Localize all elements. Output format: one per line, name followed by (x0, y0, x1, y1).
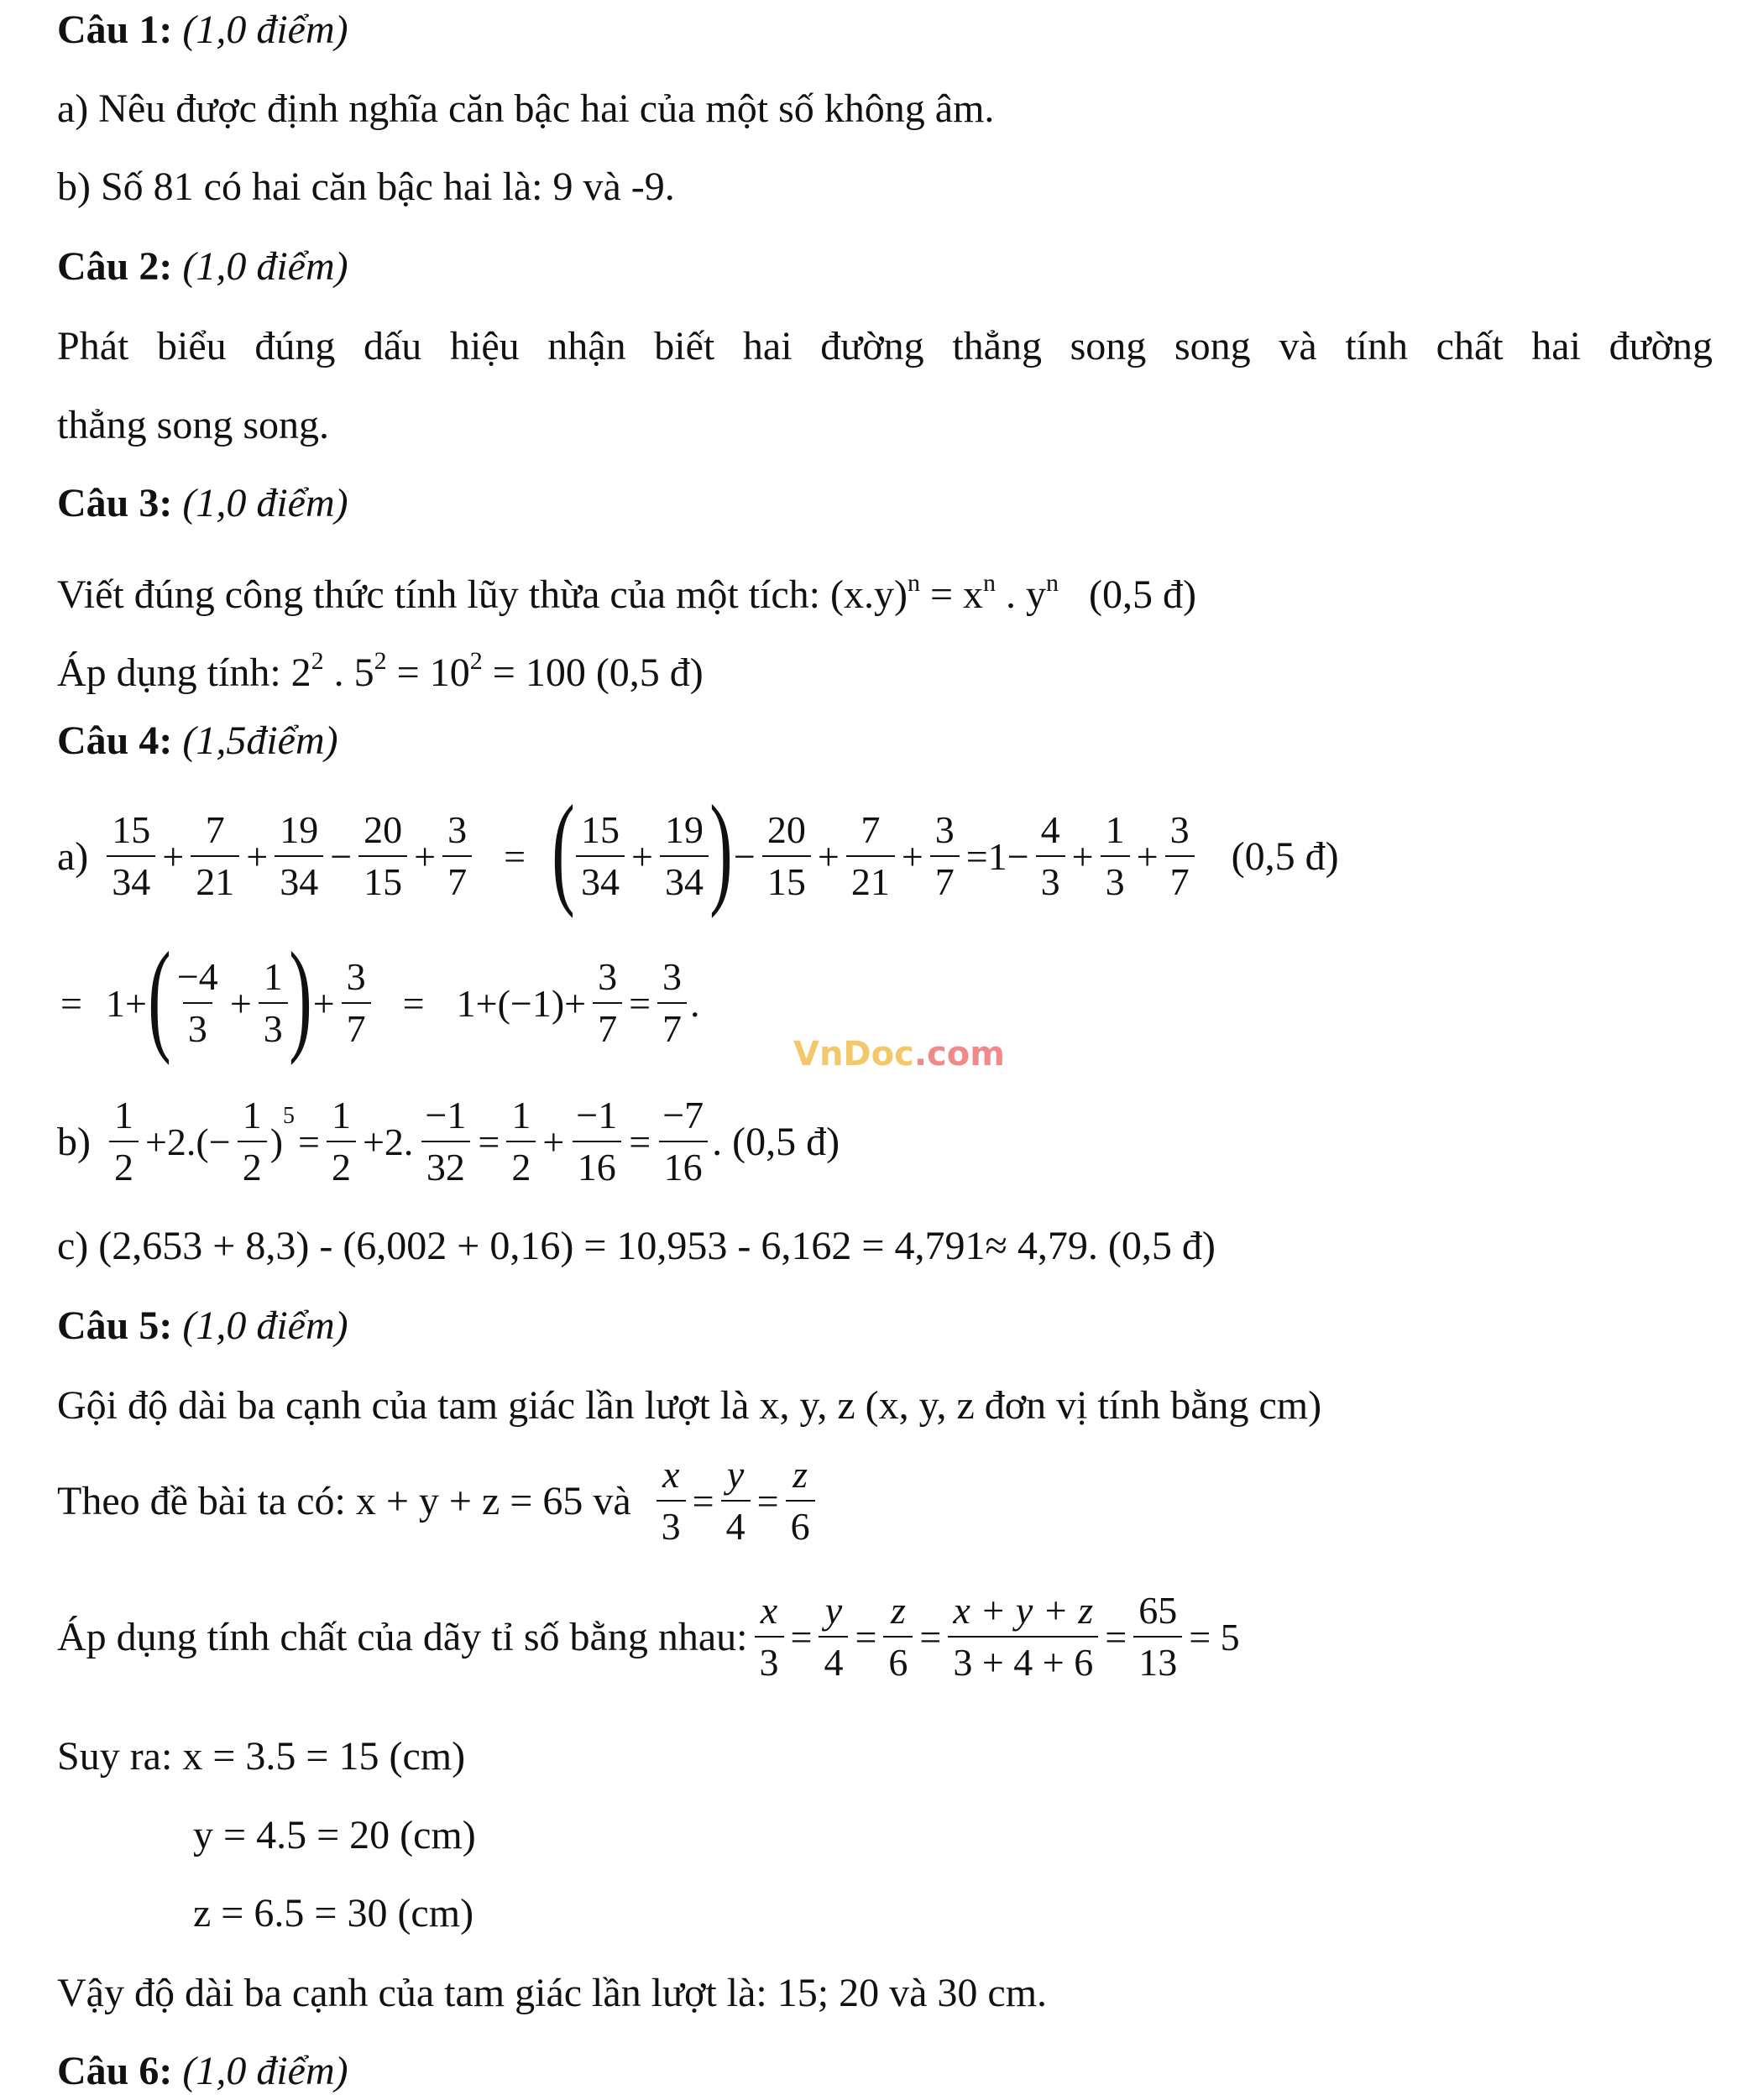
q5-x: Suy ra: x = 3.5 = 15 (cm) (57, 1734, 466, 1779)
q5-ratio: Áp dụng tính chất của dãy tỉ số bằng nhau: $\frac{x}{3}$ = $\frac{y}{4}$ = $\frac{z}{6}$ = $\frac{x + y + z}{3 + 4 + 6}$ = $\frac{65}{13}$ = 5 (57, 1589, 1240, 1684)
q4-heading: Câu 4: (1,5điểm) (57, 718, 338, 763)
q1-b: b) Số 81 có hai căn bậc hai là: 9 và -9. (57, 165, 675, 209)
q5-given: Theo đề bài ta có: x + y + z = 65 và $\frac{x}{3}$ = $\frac{y}{4}$ = $\frac{z}{6}$ (57, 1452, 819, 1549)
q5-heading: Câu 5: (1,0 điểm) (57, 1303, 348, 1348)
q5-conclusion: Vậy độ dài ba cạnh của tam giác lần lượt là: 15; 20 và 30 cm. (57, 1971, 1048, 2015)
q4a-equation: a) 15 34 + $\frac{7}{21}$ + $\frac{19}{34}$ − $\frac{20}{15}$ + $\frac{3}{7}$ = ( 15 34 + $\frac{19}{34}$ ) − $\frac{20}{15}$ + $\frac{7}{21}$ + $\frac{3}{7}$ =1− $\frac{4}{3}$ + $\frac{1}{3}$ + $\frac{3}{7}$ (0,5 đ) (57, 780, 1339, 919)
q4c: c) (2,653 + 8,3) - (6,002 + 0,16) = 10,953 - 6,162 = 4,791≈ 4,79. (0,5 đ) (57, 1224, 1216, 1268)
q4b-equation: b) 1 2 +2.(− $\frac{1}{2}$ ) 5 = $\frac{1}{2}$ +2. $\frac{-1}{32}$ = $\frac{1}{2}$ + $\frac{-1}{16}$ = $\frac{-7}{16}$ . (0,5 đ) (57, 1094, 840, 1188)
q3-apply: Áp dụng tính: $2^2$ . $5^2 = 10^2 = 100$ (0,5 đ) (57, 647, 704, 695)
q5-line1: Gội độ dài ba cạnh của tam giác lần lượt là x, y, z (x, y, z đơn vị tính bằng cm) (57, 1383, 1322, 1428)
q4a-continuation: = 1+ ( −4 3 + $\frac{1}{3}$ ) + $\frac{3}{7}$ = 1+(−1)+ $\frac{3}{7}$ = $\frac{3}{7}$ . (60, 927, 700, 1066)
q5-z: z = 6.5 = 30 (cm) (193, 1891, 474, 1935)
q5-y: y = 4.5 = 20 (cm) (193, 1813, 476, 1857)
q3-heading: Câu 3: (1,0 điểm) (57, 481, 348, 525)
q1-a: a) Nêu được định nghĩa căn bậc hai của một số không âm. (57, 86, 995, 131)
q2-line1: Phát biểu đúng dấu hiệu nhận biết hai đường thẳng song song và tính chất hai đường (57, 324, 1713, 368)
q1-heading: Câu 1: (1,0 điểm) (57, 8, 348, 52)
watermark-logo: VnDoc.com (793, 1035, 1005, 1074)
q3-formula: Viết đúng công thức tính lũy thừa của một tích: $(x.y)^n = x^n$ . $y^n$ (0,5 đ) (57, 569, 1196, 617)
q2-heading: Câu 2: (1,0 điểm) (57, 244, 348, 289)
q2-line2: thẳng song song. (57, 403, 329, 447)
q6-heading: Câu 6: (1,0 điểm) (57, 2049, 348, 2093)
